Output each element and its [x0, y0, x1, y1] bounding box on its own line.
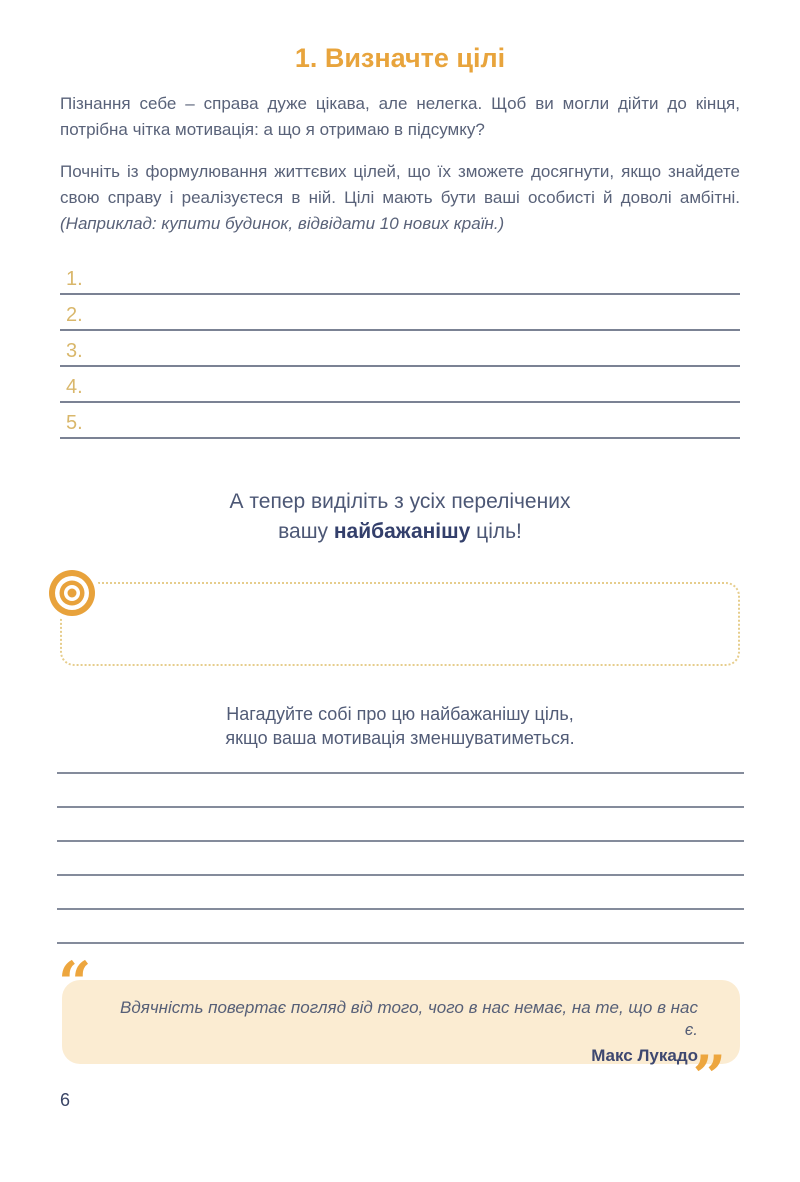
- close-quote-icon: ”: [692, 1043, 726, 1111]
- target-icon: [44, 565, 100, 621]
- goal-number-4: 4.: [66, 376, 83, 398]
- highlight-line-2-suffix: ціль!: [470, 520, 522, 543]
- main-goal-input-box[interactable]: [60, 582, 740, 666]
- page-number: 6: [60, 1090, 71, 1110]
- highlight-line-2: [60, 517, 740, 547]
- writing-line-3[interactable]: [57, 808, 744, 842]
- quote-block: [58, 949, 740, 1111]
- highlight-line-2-prefix: вашу: [278, 520, 334, 543]
- goal-number-5: 5.: [66, 412, 83, 434]
- writing-line-4[interactable]: [57, 842, 744, 876]
- page-title: 1. Визначте цілі: [294, 43, 506, 73]
- goal-line-4[interactable]: [60, 367, 740, 403]
- quote-text: Вдячність повертає погляд від того, чого в нас немає, на те, що в нас є.: [120, 998, 698, 1039]
- writing-line-1[interactable]: [57, 750, 744, 774]
- highlight-text: [60, 487, 740, 547]
- goal-line-3[interactable]: [60, 331, 740, 367]
- open-quote-icon: “: [58, 949, 92, 1017]
- intro-paragraph-2-example: (Наприклад: купити будинок, відвідати 10 нових країн.): [60, 214, 505, 233]
- intro-paragraph-2-text: Почніть із формулювання життєвих цілей, що їх зможете досягнути, якщо знайдете свою справу і реалізуєтеся в ній. Цілі мають бути ваші особисті й доволі амбітні.: [60, 162, 740, 207]
- reminder-line-2: якщо ваша мотивація зменшуватиметься.: [225, 728, 575, 748]
- writing-lines: [57, 750, 744, 944]
- main-goal-section: [60, 582, 740, 666]
- intro-paragraph-2: [60, 159, 740, 237]
- reminder-text: [60, 702, 740, 750]
- workbook-page: [0, 42, 800, 1182]
- quote-author: Макс Лукадо: [591, 1046, 698, 1065]
- intro-paragraph-1: Пізнання себе – справа дуже цікава, але нелегка. Щоб ви могли дійти до кінця, потрібна чітка мотивація: а що я отримаю в підсумку?: [60, 94, 740, 139]
- writing-line-2[interactable]: [57, 774, 744, 808]
- reminder-line-1: Нагадуйте собі про цю найбажанішу ціль,: [226, 704, 574, 724]
- highlight-line-1: А тепер виділіть з усіх перелічених: [229, 490, 571, 513]
- goal-line-5[interactable]: [60, 403, 740, 439]
- goal-number-3: 3.: [66, 340, 83, 362]
- goal-line-1[interactable]: [60, 259, 740, 295]
- writing-line-5[interactable]: [57, 876, 744, 910]
- goal-number-1: 1.: [66, 268, 83, 290]
- goals-list: [60, 259, 740, 439]
- goal-number-2: 2.: [66, 304, 83, 326]
- highlight-line-2-bold: найбажанішу: [333, 520, 471, 543]
- writing-line-6[interactable]: [57, 910, 744, 944]
- goal-line-2[interactable]: [60, 295, 740, 331]
